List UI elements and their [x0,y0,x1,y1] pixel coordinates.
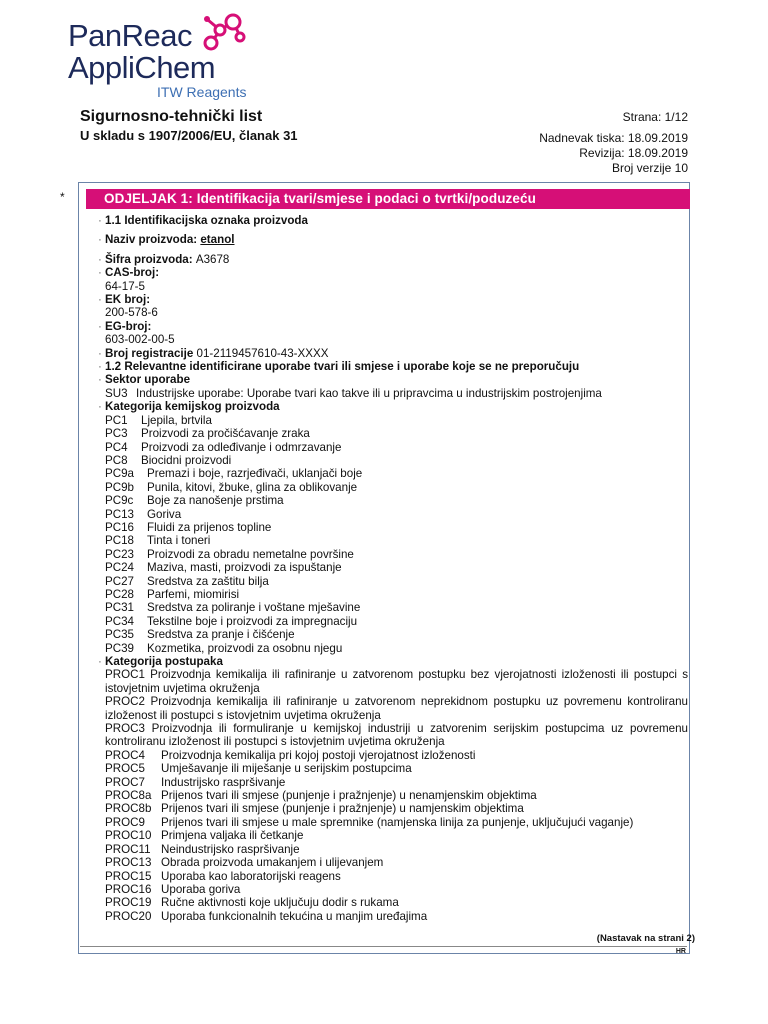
category-code: PROC10 [105,829,152,843]
category-text: Obrada proizvoda umakanjem i ulijevanjem [161,856,384,870]
category-text: Proizvodnja kemikalija pri kojoj postoji vjerojatnost izloženosti [161,748,476,762]
category-code: PC9a [105,467,135,481]
list-item [105,521,690,534]
brand-line-3: ITW Reagents [157,84,247,100]
list-item [105,776,690,789]
molecule-logo-icon [200,10,250,54]
category-text: Uporaba goriva [161,882,241,896]
process-wrapped-list [98,668,690,748]
list-item [105,870,690,883]
category-code: PC28 [105,587,135,601]
change-marker: * [60,190,65,204]
version-number: Broj verzije 10 [611,161,688,175]
category-text: Uporaba kao laboratorijski reagens [161,869,341,883]
product-category-label: Kategorija kemijskog proizvoda [105,400,280,414]
list-item [105,829,690,842]
category-text: Proizvodi za pročišćavanje zraka [141,427,310,441]
uses-heading-row: · 1.2 Relevantne identificirane uporabe tvari ili smjese i uporabe koje se ne preporučuju [98,360,580,374]
sector-label: Sektor uporabe [105,373,191,387]
registration-label: Broj registracije [105,346,194,360]
category-code: PC9c [105,494,134,508]
list-item [105,427,690,440]
category-text: Sredstva za pranje i čišćenje [147,628,295,642]
category-text: Punila, kitovi, žbuke, glina za oblikovanje [147,480,358,494]
language-tag: HR [675,948,686,955]
list-item [105,856,690,869]
category-text: Kozmetika, proizvodi za osobnu njegu [147,641,343,655]
category-text: Boje za nanošenje prstima [147,494,284,508]
eg-row: · EG-broj: [98,319,152,333]
ek-label: EK broj: [105,293,151,307]
sector-list [98,387,690,400]
list-item [105,561,690,574]
ek-value: 200-578-6 [105,306,158,320]
category-code: PC3 [105,427,128,441]
document-title: Sigurnosno-tehnički list [80,108,263,125]
company-logo [68,10,298,105]
cas-label: CAS-broj: [105,266,160,280]
list-item [105,575,690,588]
list-item [105,762,690,775]
category-text: Prijenos tvari ili smjese (punjenje i pražnjenje) u namjenskim objektima [161,802,524,816]
category-code: PC8 [105,453,128,467]
category-code: PROC8b [105,802,152,816]
document-meta [539,110,688,176]
category-code: PC9b [105,480,135,494]
list-item [105,387,690,400]
category-text: Industrijsko raspršivanje [161,775,286,789]
process-category-label: Kategorija postupaka [105,655,223,668]
category-code: PROC19 [105,896,152,910]
list-item [105,642,690,655]
category-text: Proizvodi za odleđivanje i odmrzavanje [141,440,342,454]
sector-text: Industrijske uporabe: Uporabe tvari kao takve ili u pripravcima u industrijskim postrojenjima [136,386,602,400]
ek-row: · EK broj: [98,293,151,307]
list-item [105,467,690,480]
category-code: PROC9 [105,815,145,829]
category-code: PC13 [105,507,135,521]
list-item [105,843,690,856]
category-code: PC31 [105,601,135,615]
list-item: PROC3 Proizvodnja ili formuliranje u kemijskoj industriji u zatvorenim serijskim postupcima uz povremenu kontroliranu izloženost ili postupci s istovjetnim uvjetima okruženja [105,722,688,749]
uses-heading: 1.2 Relevantne identificirane uporabe tvari ili smjese i uporabe koje se ne preporučuju [105,360,580,374]
category-code: PROC16 [105,882,152,896]
revision-date: Revizija: 18.09.2019 [579,146,688,160]
list-item [105,749,690,762]
category-code: PC24 [105,561,135,575]
sector-code: SU3 [105,386,128,400]
cas-row: · CAS-broj: [98,266,160,280]
category-code: PROC7 [105,775,145,789]
category-code: PC23 [105,547,135,561]
category-code: PROC5 [105,762,145,776]
list-item [105,615,690,628]
brand-line-2: AppliChem [68,50,216,85]
category-text: Biocidni proizvodi [141,453,232,467]
list-item [105,548,690,561]
list-item [105,883,690,896]
product-code-label: Šifra proizvoda: [105,252,193,266]
category-text: Prijenos tvari ili smjese (punjenje i pražnjenje) u nenamjenskim objektima [161,789,537,803]
category-code: PROC15 [105,869,152,883]
category-text: Ljepila, brtvila [141,413,212,427]
category-code: PC27 [105,574,135,588]
category-code: PROC13 [105,856,152,870]
list-item: PROC1 Proizvodnja kemikalija ili rafiniranje u zatvorenom postupku bez vjerojatnosti izloženosti ili postupci s istovjetnim uvjetima okruženja [105,668,688,695]
section-content [98,214,690,923]
product-category-row: · Kategorija kemijskog proizvoda [98,400,280,414]
eg-value: 603-002-00-5 [105,333,175,347]
product-name-label: Naziv proizvoda: [105,233,198,247]
list-item [105,910,690,923]
registration-row: · Broj registracije 01-2119457610-43-XXXX [98,346,329,360]
list-item [105,896,690,909]
category-text: Premazi i boje, razrjeđivači, uklanjači boje [147,467,363,481]
category-text: Tekstilne boje i proizvodi za impregnaciju [147,614,358,628]
category-code: PROC8a [105,789,152,803]
category-code: PC16 [105,520,135,534]
product-category-list [98,414,690,655]
category-code: PC35 [105,628,135,642]
product-name-value: etanol [200,233,235,247]
list-item [105,481,690,494]
list-item [105,816,690,829]
category-code: PC34 [105,614,135,628]
footer-divider [80,946,687,947]
category-text: Neindustrijsko raspršivanje [161,842,300,856]
product-code-value: A3678 [195,252,230,266]
category-text: Goriva [147,507,182,521]
category-text: Ručne aktivnosti koje uključuju dodir s rukama [161,896,399,910]
category-code: PC1 [105,413,128,427]
category-code: PC18 [105,534,135,548]
print-date: Nadnevak tiska: 18.09.2019 [539,131,688,145]
list-item [105,601,690,614]
category-text: Primjena valjaka ili četkanje [161,829,304,843]
category-text: Proizvodi za obradu nemetalne površine [147,547,354,561]
list-item [105,588,690,601]
list-item [105,454,690,467]
product-code-row: · Šifra proizvoda: A3678 [98,252,230,266]
category-code: PC39 [105,641,135,655]
continuation-note: (Nastavak na strani 2) [596,933,695,944]
registration-value: 01-2119457610-43-XXXX [196,346,329,360]
category-text: Parfemi, miomirisi [147,587,240,601]
process-category-row: · Kategorija postupaka [98,655,223,668]
category-text: Fluidi za prijenos topline [147,520,272,534]
list-item [105,802,690,815]
cas-value: 64-17-5 [105,279,145,293]
category-code: PROC11 [105,842,151,856]
process-category-list [98,749,690,923]
category-text: Sredstva za poliranje i voštane mješavine [147,601,361,615]
list-item [105,494,690,507]
list-item [105,789,690,802]
category-text: Umješavanje ili miješanje u serijskim postupcima [161,762,412,776]
list-item [105,628,690,641]
page-number: Strana: 1/12 [622,110,688,124]
category-text: Sredstva za zaštitu bilja [147,574,269,588]
document-subtitle: U skladu s 1907/2006/EU, članak 31 [80,128,298,143]
brand-line-1: PanReac [68,18,193,53]
category-code: PC4 [105,440,128,454]
sector-row: · Sektor uporabe [98,373,191,387]
category-text: Uporaba funkcionalnih tekućina u manjim uređajima [161,909,428,923]
ident-heading-row: · 1.1 Identifikacijska oznaka proizvoda [98,214,308,227]
section-title: ODJELJAK 1: Identifikacija tvari/smjese i podaci o tvrtki/poduzeću [104,191,536,206]
category-code: PROC4 [105,748,145,762]
category-text: Tinta i toneri [147,534,211,548]
list-item [105,508,690,521]
eg-label: EG-broj: [105,319,152,333]
list-item: PROC2 Proizvodnja kemikalija ili rafiniranje u zatvorenom neprekidnom postupku uz povremenu kontroliranu izloženost ili postupci s istovjetnim uvjetima okruženja [105,695,688,722]
list-item [105,441,690,454]
product-name-row: · Naziv proizvoda: etanol [98,233,235,247]
list-item [105,534,690,547]
category-text: Maziva, masti, proizvodi za ispuštanje [147,561,342,575]
category-text: Prijenos tvari ili smjese u male spremnike (namjenska linija za punjenje, uključujući vaganje) [161,815,634,829]
ident-heading: 1.1 Identifikacijska oznaka proizvoda [105,214,308,227]
list-item [105,414,690,427]
category-code: PROC20 [105,909,152,923]
